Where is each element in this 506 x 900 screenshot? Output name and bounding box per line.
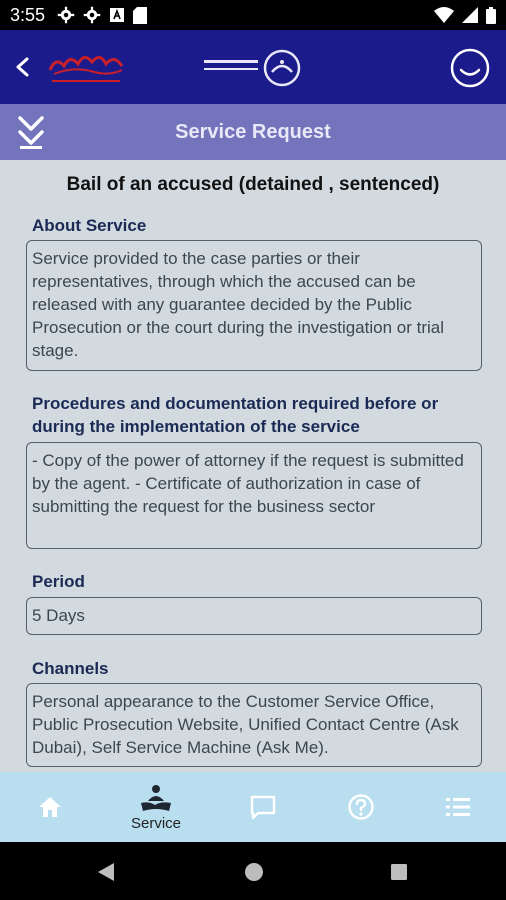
smiley-feedback-icon[interactable] xyxy=(450,48,490,88)
status-time: 3:55 xyxy=(10,4,46,25)
chat-icon xyxy=(249,794,277,820)
section-label-channels: Channels xyxy=(32,659,109,678)
section-label-about: About Service xyxy=(32,216,147,235)
nav-service-label: Service xyxy=(130,814,182,832)
sd-card-icon xyxy=(133,7,147,24)
section-label-period: Period xyxy=(32,572,85,591)
section-box-about: Service provided to the case parties or their representatives, through which the accused can be released with any guarantee decided by the Public Prosecution or the court during the investigation or trial stage. xyxy=(26,240,482,371)
settings-gear-icon-2 xyxy=(83,6,101,24)
status-system-icons xyxy=(434,7,496,24)
service-title: Bail of an accused (detained , sentenced) xyxy=(66,174,440,195)
service-details[interactable] xyxy=(0,160,506,772)
bottom-navigation xyxy=(0,772,506,842)
status-bar xyxy=(0,0,506,30)
back-triangle-icon[interactable] xyxy=(96,861,116,883)
subheader-bar xyxy=(0,104,506,160)
signal-icon xyxy=(462,7,478,23)
nav-chat[interactable] xyxy=(213,772,313,842)
settings-gear-icon xyxy=(57,6,75,24)
public-prosecution-logo xyxy=(202,48,304,88)
section-box-procedures: - Copy of the power of attorney if the request is submitted by the agent. - Certificate of authorization in case of submitting the request for the business sector xyxy=(26,442,482,549)
back-arrow-icon[interactable] xyxy=(12,56,34,78)
app-header xyxy=(0,30,506,104)
section-box-channels: Personal appearance to the Customer Service Office, Public Prosecution Website, Unified Contact Centre (Ask Dubai), Self Service Machine (Ask Me). xyxy=(26,683,482,767)
nav-home[interactable] xyxy=(0,772,100,842)
nav-help[interactable] xyxy=(311,772,411,842)
section-label-procedures: Procedures and documentation required before or during the implementation of the service xyxy=(32,394,439,436)
nav-menu[interactable] xyxy=(408,772,506,842)
page-title: Service Request xyxy=(175,120,331,143)
double-chevron-down-icon[interactable] xyxy=(16,114,46,150)
home-circle-icon[interactable] xyxy=(244,862,264,882)
section-box-period: 5 Days xyxy=(26,597,482,635)
government-of-dubai-logo xyxy=(44,48,128,88)
wifi-icon xyxy=(434,7,454,23)
status-notification-icons xyxy=(57,6,147,24)
nav-service[interactable] xyxy=(106,772,206,842)
home-icon xyxy=(37,795,63,819)
recents-square-icon[interactable] xyxy=(390,863,408,881)
help-icon xyxy=(347,793,375,821)
font-a-icon xyxy=(109,7,125,23)
android-navigation-bar xyxy=(0,842,506,900)
battery-icon xyxy=(486,7,496,24)
service-icon xyxy=(139,783,173,813)
list-icon xyxy=(444,796,472,818)
